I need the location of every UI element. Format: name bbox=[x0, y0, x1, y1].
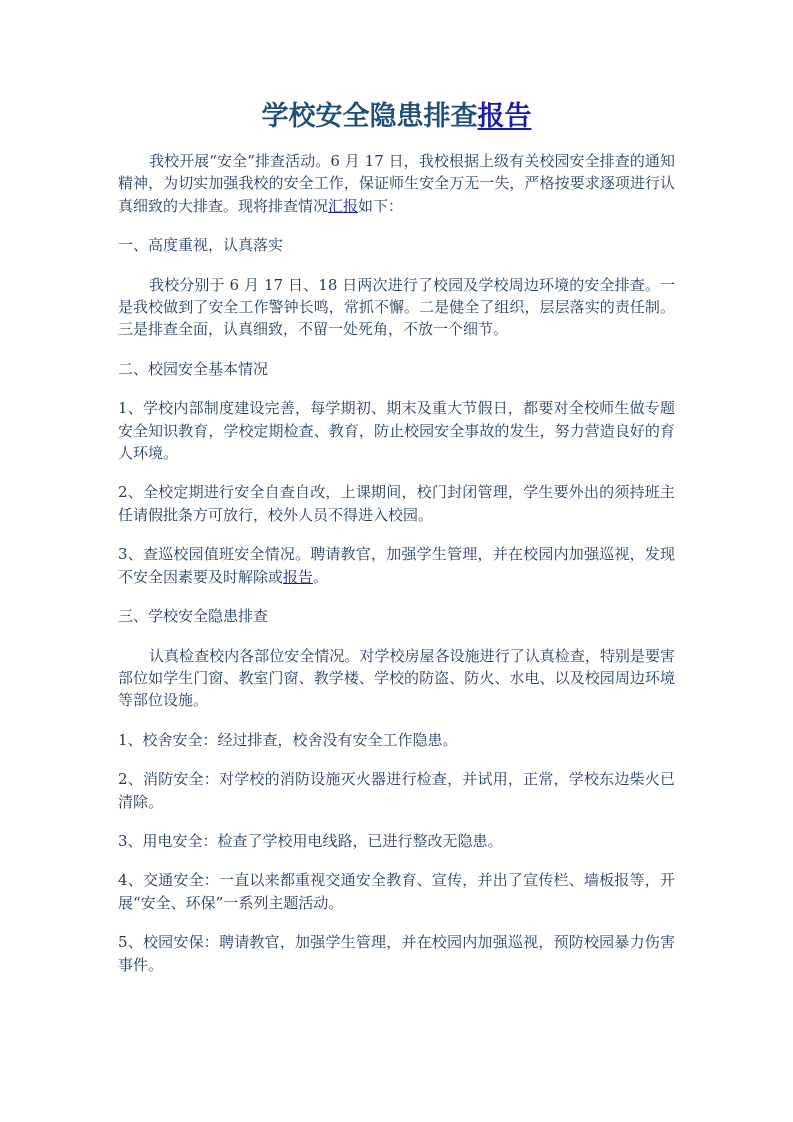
section2-heading: 二、校园安全基本情况 bbox=[118, 359, 269, 378]
section2-item-3-end: 。 bbox=[313, 567, 329, 586]
section3-item-3: 3、用电安全：检查了学校用电线路，已进行整改无隐患。 bbox=[118, 831, 503, 850]
intro-text-end: 如下： bbox=[358, 196, 404, 215]
section3-item-1: 1、校舍安全：经过排查，校舍没有安全工作隐患。 bbox=[118, 730, 458, 749]
section3-intro: 认真检查校内各部位安全情况。对学校房屋各设施进行了认真检查，特别是要害部位如学生门窗、教室门窗、教学楼、学校的防盗、防火、水电、以及校园周边环境等部位设施。 bbox=[118, 646, 675, 710]
section2-item-3 bbox=[118, 543, 675, 588]
section1-heading: 一、高度重视，认真落实 bbox=[118, 236, 284, 255]
intro-text: 我校开展“安全”排查活动。6 月 17 日，我校根据上级有关校园安全排查的通知精神，为切实加强我校的安全工作，保证师生安全万无一失，严格按要求逐项进行认真细致的大排查。现将排查情况 bbox=[118, 152, 675, 215]
section2-item-2: 2、全校定期进行安全自查自改，上课期间，校门封闭管理，学生要外出的须持班主任请假批条方可放行，校外人员不得进入校园。 bbox=[118, 483, 675, 524]
section3-item-4: 4、交通安全：一直以来都重视交通安全教育、宣传，并出了宣传栏、墙板报等，开展“安全、环保”一系列主题活动。 bbox=[118, 871, 675, 912]
document-title bbox=[118, 98, 675, 136]
section2-item-1: 1、学校内部制度建设完善，每学期初、期末及重大节假日，都要对全校师生做专题安全知识教育，学校定期检查、教育，防止校园安全事故的发生，努力营造良好的育人环境。 bbox=[118, 399, 675, 463]
section3-item-2: 2、消防安全：对学校的消防设施灭火器进行检查，并试用，正常，学校东边柴火已清除。 bbox=[118, 770, 675, 811]
intro-paragraph bbox=[118, 150, 675, 217]
section3-item-5: 5、校园安保：聘请教官，加强学生管理，并在校园内加强巡视，预防校园暴力伤害事件。 bbox=[118, 933, 675, 974]
title-text: 学校安全隐患排查 bbox=[261, 101, 478, 132]
intro-report-link[interactable]: 汇报 bbox=[328, 196, 359, 215]
title-report-link[interactable]: 报告 bbox=[477, 101, 532, 132]
section3-heading: 三、学校安全隐患排查 bbox=[118, 607, 269, 626]
section2-report-link[interactable]: 报告 bbox=[283, 567, 314, 586]
section1-body: 我校分别于 6 月 17 日、18 日两次进行了校园及学校周边环境的安全排查。一是我校做到了安全工作警钟长鸣，常抓不懈。二是健全了组织，层层落实的责任制。三是排查全面，认真细致，不留一处死角，不放一个细节。 bbox=[118, 275, 675, 339]
section2-item-3-text: 3、查巡校园值班安全情况。聘请教官，加强学生管理，并在校园内加强巡视，发现不安全因素要及时解除或 bbox=[118, 545, 675, 586]
